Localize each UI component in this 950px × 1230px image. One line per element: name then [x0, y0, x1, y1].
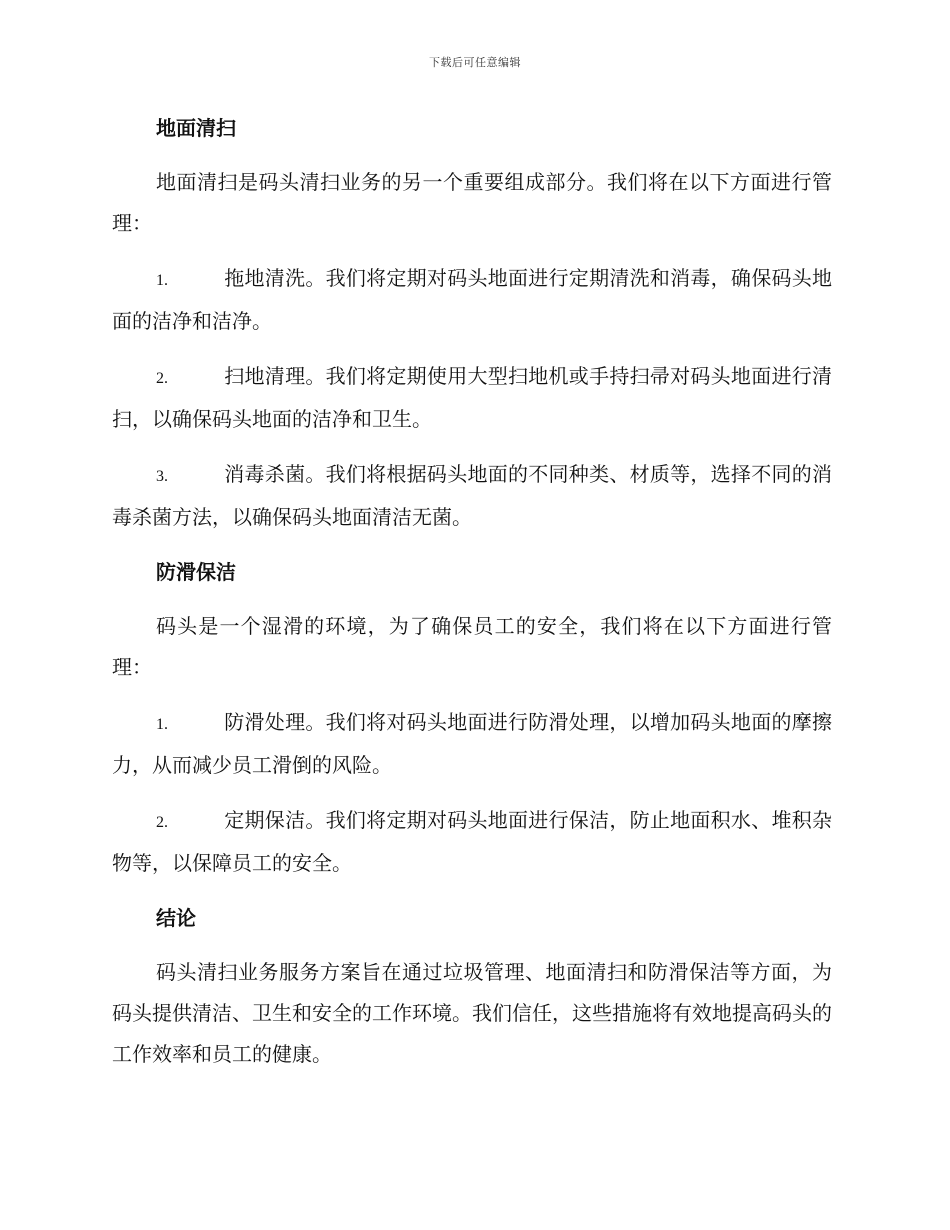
list-item	[112, 454, 832, 538]
list-item-number: 3.	[156, 468, 168, 485]
list-item	[112, 800, 832, 884]
list-item	[112, 258, 832, 342]
document-body	[112, 108, 832, 1075]
section-heading-floor-cleaning: 地面清扫	[156, 116, 236, 140]
section-intro-floor-cleaning: 地面清扫是码头清扫业务的另一个重要组成部分。我们将在以下方面进行管理：	[112, 170, 832, 235]
list-item-text: 拖地清洗。我们将定期对码头地面进行定期清洗和消毒，确保码头地面的洁净和洁净。	[112, 266, 832, 333]
list-item	[112, 702, 832, 786]
list-item-number: 2.	[156, 370, 168, 387]
list-item-number: 2.	[156, 814, 168, 831]
list-item-text: 扫地清理。我们将定期使用大型扫地机或手持扫帚对码头地面进行清扫，以确保码头地面的洁净和卫生。	[112, 364, 832, 431]
section-heading-anti-slip: 防滑保洁	[156, 560, 236, 584]
section-intro-anti-slip: 码头是一个湿滑的环境，为了确保员工的安全，我们将在以下方面进行管理：	[112, 614, 832, 679]
list-item-number: 1.	[156, 716, 168, 733]
section-body-conclusion: 码头清扫业务服务方案旨在通过垃圾管理、地面清扫和防滑保洁等方面，为码头提供清洁、卫生和安全的工作环境。我们信任，这些措施将有效地提高码头的工作效率和员工的健康。	[112, 960, 832, 1066]
list-item-number: 1.	[156, 272, 168, 289]
list-item-text: 防滑处理。我们将对码头地面进行防滑处理，以增加码头地面的摩擦力，从而减少员工滑倒的风险。	[112, 710, 832, 777]
list-item	[112, 356, 832, 440]
list-item-text: 消毒杀菌。我们将根据码头地面的不同种类、材质等，选择不同的消毒杀菌方法，以确保码头地面清洁无菌。	[112, 462, 832, 529]
list-item-text: 定期保洁。我们将定期对码头地面进行保洁，防止地面积水、堆积杂物等，以保障员工的安全。	[112, 808, 832, 875]
page-header: 下载后可任意编辑	[429, 56, 521, 69]
section-heading-conclusion: 结论	[156, 906, 196, 930]
